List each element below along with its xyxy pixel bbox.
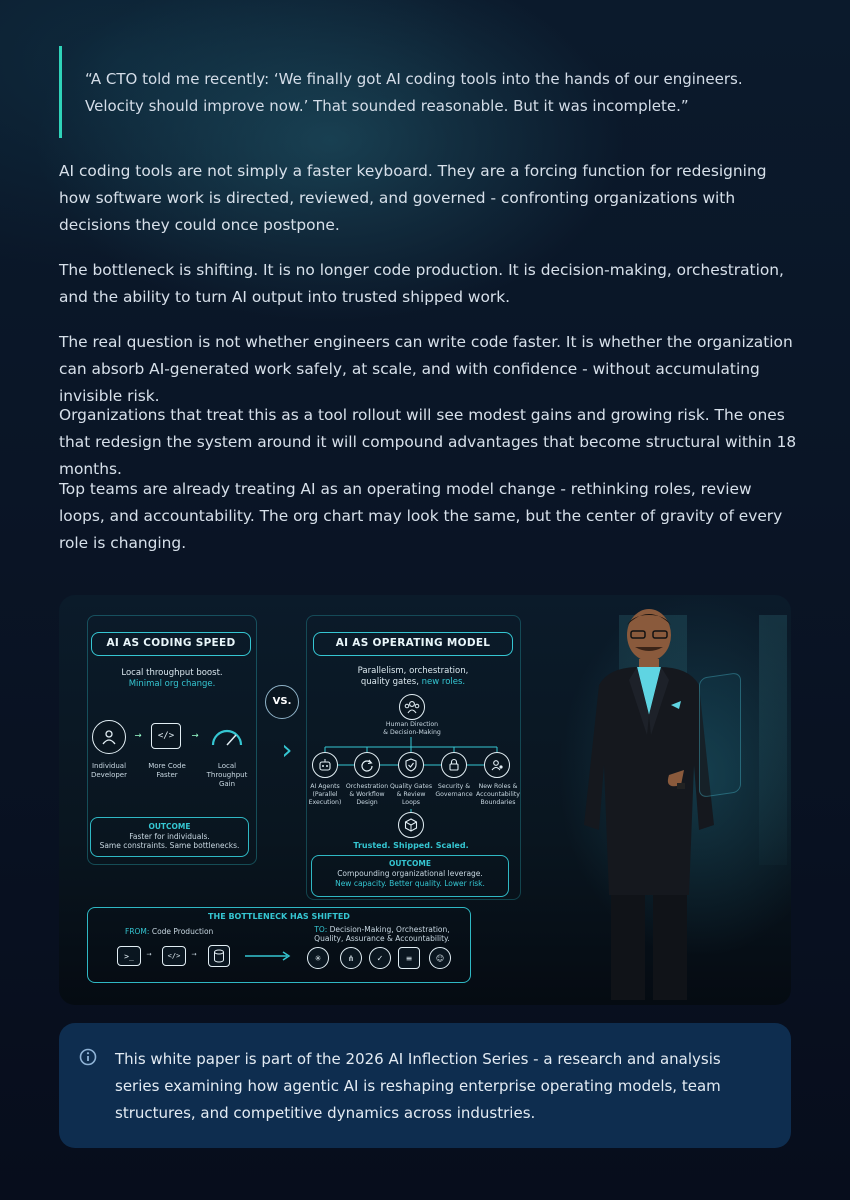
result-label: Trusted. Shipped. Scaled. [353,841,469,850]
step-label-developer: Individual Developer [90,762,127,779]
shield-check-icon: ✓ [369,947,391,969]
operating-model-title: AI AS OPERATING MODEL [313,632,513,656]
bottleneck-from [125,928,235,936]
background-window [759,615,787,865]
lock-icon [441,752,467,778]
coding-speed-subtitle-2: Minimal org change. [128,679,216,689]
outcome-line-2: Same constraints. Same bottlenecks. [99,841,240,850]
document-icon: ≡ [398,947,420,969]
shield-check-icon [398,752,424,778]
coding-speed-outcome [90,822,249,851]
terminal-icon: >_ [117,946,141,966]
step-label-throughput: Local Throughput Gain [206,762,248,788]
bottleneck-title-b: HAS SHIFTED [290,912,350,921]
operating-model-subtitle-1: Parallelism, orchestration, [357,666,469,676]
person-check-icon: ☺ [429,947,451,969]
node-label-orchestration: Orchestration & Workflow Design [345,783,389,806]
operating-model-outcome [311,859,509,889]
operating-model-subtitle-2b: new roles. [421,677,466,687]
outcome-line-1: Compounding organizational leverage. [337,869,483,878]
outcome-line-1: Faster for individuals. [129,831,210,841]
to-label: TO: [314,925,328,934]
coding-speed-subtitle [89,668,255,690]
step-label-code: More Code Faster [148,762,186,779]
operating-model-subtitle [313,666,513,688]
code-window-icon: </> [162,946,186,966]
long-arrow-icon [245,950,293,962]
bottleneck-title-a: THE BOTTLENECK [208,912,288,921]
from-value: Code Production [151,927,214,936]
bottleneck-title [87,912,471,922]
coding-speed-title: AI AS CODING SPEED [91,632,251,656]
series-info-text: This white paper is part of the 2026 AI Inflection Series - a research and analysis series examining how agentic AI is reshaping enterprise operating models, team structures, and competitive dynamics across industries. [115,1050,721,1122]
from-label: FROM: [125,927,150,936]
brain-icon: ✳ [307,947,329,969]
database-icon [208,945,230,967]
bottleneck-to [307,925,457,943]
operating-model-subtitle-2a: quality gates, [360,677,419,687]
paragraph-5: Top teams are already treating AI as an operating model change - rethinking roles, review loops, and accountability. The org chart may look the same, but the center of gravity of every role is changing. [59,480,783,552]
node-label-quality: Quality Gates & Review Loops [389,783,433,806]
paragraph-3: The real question is not whether engineers can write code faster. It is whether the organization can absorb AI-generated work safely, at scale, and with confidence - without accumulating invisible risk. [59,333,793,405]
coding-speed-subtitle-1: Local throughput boost. [121,668,223,678]
vs-badge: VS. [265,685,299,719]
code-window-icon: </> [151,723,181,749]
paragraph-4: Organizations that treat this as a tool rollout will see modest gains and growing risk. The ones that redesign the system around it will compound advantages that become structural within 18 months. [59,406,797,478]
node-label-agents: AI Agents (Parallel Execution) [308,783,342,806]
chevron-right-icon: › [281,733,293,766]
info-icon [79,1048,97,1066]
to-value-1: Decision-Making, Orchestration, [329,925,450,934]
human-direction-label: Human Direction & Decision-Making [383,721,441,736]
gauge-icon [209,721,245,751]
arrow-icon: → [134,731,142,741]
arrow-icon: → [146,951,152,958]
group-icon [399,694,425,720]
paragraph-2: The bottleneck is shifting. It is no longer code production. It is decision-making, orchestration, and the ability to turn AI output into trusted shipped work. [59,261,784,306]
developer-icon [92,720,126,754]
outcome-title: OUTCOME [148,822,191,831]
robot-icon [312,752,338,778]
refresh-icon [354,752,380,778]
paragraph-1: AI coding tools are not simply a faster keyboard. They are a forcing function for redesigning how software work is directed, reviewed, and governed - confronting organizations with decisions they could once postpone. [59,162,767,234]
node-label-roles: New Roles & Accountability Boundaries [476,783,520,806]
arrow-icon: → [191,731,199,741]
outcome-title: OUTCOME [388,859,432,868]
hologram-panel [699,672,741,798]
arrow-icon: → [191,951,197,958]
presenter-photo [569,605,729,1005]
outcome-line-2: New capacity. Better quality. Lower risk. [335,879,485,888]
to-value-2: Quality, Assurance & Accountability. [314,934,450,943]
hierarchy-icon: ⋔ [340,947,362,969]
infographic-figure [59,595,791,1005]
person-badge-icon [484,752,510,778]
node-label-security: Security & Governance [435,783,473,798]
series-info-box [59,1023,791,1148]
pull-quote [59,46,799,138]
pull-quote-text: “A CTO told me recently: ‘We finally got AI coding tools into the hands of our engineers. Velocity should improve now.’ That sounded reasonable. But it was incomplete.” [85,70,743,115]
package-icon [398,812,424,838]
